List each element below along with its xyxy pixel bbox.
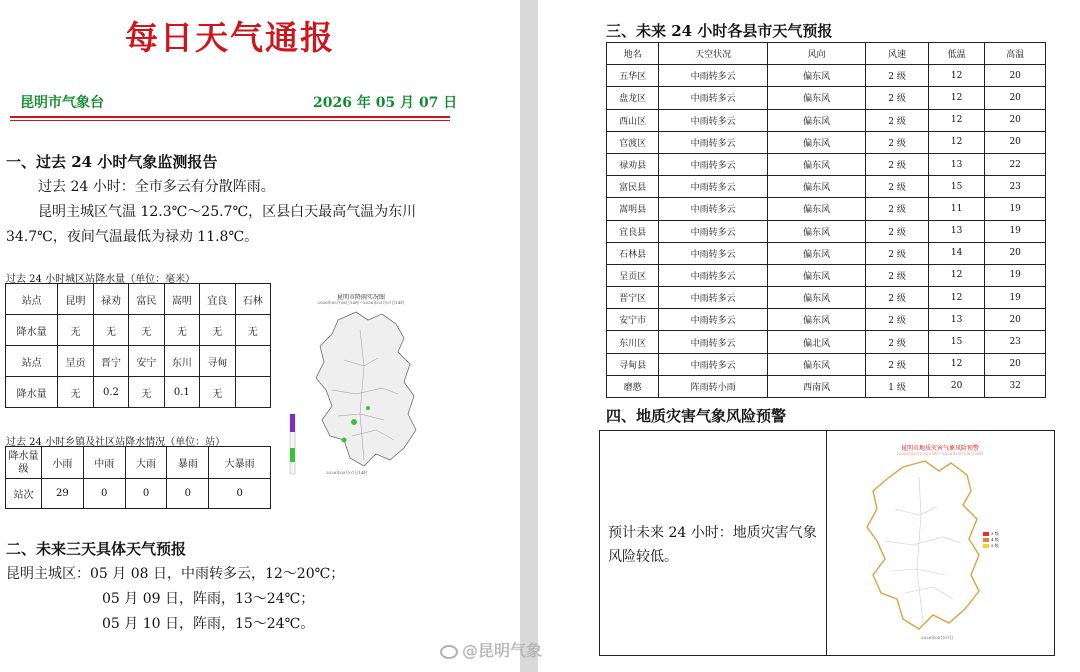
geo-hazard-panel <box>599 430 1055 656</box>
table-cell: 中雨转多云 <box>659 87 768 109</box>
table-cell: 2 级 <box>866 176 929 198</box>
table-row <box>607 109 1046 131</box>
table-row <box>607 176 1046 198</box>
table-cell: 11 <box>928 198 984 220</box>
table-cell: 12 <box>928 287 984 309</box>
table-cell: 西南风 <box>767 375 865 397</box>
table-cell: 2 级 <box>866 65 929 87</box>
table-cell: 19 <box>985 287 1046 309</box>
table-cell: 0.1 <box>164 377 199 408</box>
row-label-cell: 降水量 <box>6 315 58 346</box>
table-row <box>607 375 1046 397</box>
table-cell: 23 <box>985 176 1046 198</box>
table-cell: 19 <box>985 198 1046 220</box>
table-cell: 石林 <box>235 284 271 315</box>
section1-heading: 一、过去 24 小时气象监测报告 <box>6 153 218 171</box>
table-cell: 偏东风 <box>767 220 865 242</box>
table-cell: 20 <box>928 375 984 397</box>
table-cell: 中雨转多云 <box>659 65 768 87</box>
table-cell: 偏北风 <box>767 331 865 353</box>
table-cell: 无 <box>200 315 235 346</box>
place-name-cell: 富民县 <box>607 176 659 198</box>
table-cell: 20 <box>985 309 1046 331</box>
place-name-cell: 禄劝县 <box>607 153 659 175</box>
rainfall-map-footer: 2026年05月07日14时 <box>326 470 368 475</box>
village-table-caption: 过去 24 小时乡镇及社区站降水情况（单位：站） <box>6 437 226 448</box>
table-cell: 偏东风 <box>767 109 865 131</box>
place-name-cell: 盘龙区 <box>607 87 659 109</box>
table-cell: 嵩明 <box>164 284 199 315</box>
table-cell: 无 <box>129 377 164 408</box>
table-row <box>607 153 1046 175</box>
table-cell: 15 <box>928 331 984 353</box>
table-cell: 偏东风 <box>767 287 865 309</box>
table-cell: 中雨转多云 <box>659 176 768 198</box>
table-row <box>607 131 1046 153</box>
table-cell: 呈贡 <box>58 346 93 377</box>
table-cell: 中雨转多云 <box>659 109 768 131</box>
table-cell: 19 <box>985 264 1046 286</box>
table-cell: 14 <box>928 242 984 264</box>
table-cell <box>235 377 271 408</box>
column-header: 大暴雨 <box>209 447 271 479</box>
section2-heading: 二、未来三天具体天气预报 <box>6 540 187 558</box>
report-date: 2026 年 05 月 07 日 <box>313 95 458 111</box>
table-cell: 宜良 <box>200 284 235 315</box>
table-cell: 中雨转多云 <box>659 353 768 375</box>
table-cell: 偏东风 <box>767 264 865 286</box>
county-forecast-table <box>606 42 1046 398</box>
column-header: 高温 <box>985 43 1046 65</box>
rainfall-map-subtitle: 2026年05月06日14时～2026年05月07日14时 <box>317 300 405 305</box>
table-cell: 2 级 <box>866 87 929 109</box>
section3-heading: 三、未来 24 小时各县市天气预报 <box>606 22 833 40</box>
table-cell: 29 <box>42 479 84 509</box>
forecast-day2: 05 月 09 日，阵雨，13～24℃； <box>102 591 315 607</box>
urban-rainfall-table <box>5 283 271 408</box>
place-name-cell: 石林县 <box>607 242 659 264</box>
header-divider-thin <box>10 120 450 121</box>
table-cell: 12 <box>928 109 984 131</box>
geo-map-legend <box>983 531 999 549</box>
source-watermark: @昆明气象 <box>440 638 542 661</box>
geo-map-title: 昆明市地质灾害气象风险预警 <box>900 445 979 452</box>
table-cell: 东川 <box>164 346 199 377</box>
legend-item-level4: 4 级 <box>983 537 999 543</box>
rainfall-map <box>286 290 448 488</box>
report-page-left <box>0 0 520 672</box>
row-label-cell: 降水量 <box>6 377 58 408</box>
report-title: 每日天气通报 <box>125 18 335 57</box>
table-cell: 阵雨转小雨 <box>659 375 768 397</box>
table-cell: 0 <box>125 479 167 509</box>
table-cell: 无 <box>58 377 93 408</box>
table-row <box>607 198 1046 220</box>
table-cell: 2 级 <box>866 198 929 220</box>
table-cell: 12 <box>928 65 984 87</box>
table-cell: 20 <box>985 87 1046 109</box>
table-cell: 12 <box>928 264 984 286</box>
table-cell: 20 <box>985 109 1046 131</box>
rainfall-map-graphic <box>286 290 448 488</box>
rain-table-caption: 过去 24 小时城区站降水量（单位：毫米） <box>6 274 196 285</box>
table-cell: 无 <box>58 315 93 346</box>
table-cell: 32 <box>985 375 1046 397</box>
geo-panel-divider <box>826 431 827 655</box>
table-cell: 2 级 <box>866 220 929 242</box>
table-cell: 安宁 <box>129 346 164 377</box>
table-cell: 中雨转多云 <box>659 131 768 153</box>
table-cell: 中雨转多云 <box>659 198 768 220</box>
table-row <box>6 346 271 377</box>
table-cell: 12 <box>928 353 984 375</box>
forecast-day3: 05 月 10 日，阵雨，15～24℃。 <box>102 616 315 632</box>
column-header: 降水量级 <box>6 447 42 479</box>
table-row <box>607 309 1046 331</box>
table-cell: 12 <box>928 87 984 109</box>
table-row <box>607 264 1046 286</box>
table-row <box>607 65 1046 87</box>
table-cell: 13 <box>928 153 984 175</box>
table-cell: 2 级 <box>866 264 929 286</box>
place-name-cell: 五华区 <box>607 65 659 87</box>
table-cell: 禄劝 <box>93 284 128 315</box>
place-name-cell: 官渡区 <box>607 131 659 153</box>
table-cell: 2 级 <box>866 331 929 353</box>
column-header: 中雨 <box>83 447 125 479</box>
table-cell: 偏东风 <box>767 353 865 375</box>
table-cell: 偏东风 <box>767 153 865 175</box>
table-cell: 2 级 <box>866 353 929 375</box>
place-name-cell: 西山区 <box>607 109 659 131</box>
table-cell: 偏东风 <box>767 309 865 331</box>
table-cell: 晋宁 <box>93 346 128 377</box>
table-cell: 偏东风 <box>767 176 865 198</box>
table-cell: 偏东风 <box>767 198 865 220</box>
column-header: 大雨 <box>125 447 167 479</box>
rainfall-map-title: 昆明市降雨实况图 <box>336 294 385 301</box>
section1-temperature: 昆明主城区气温 12.3℃～25.7℃，区县白天最高气温为东川 <box>38 204 417 220</box>
table-cell: 无 <box>235 315 271 346</box>
table-cell: 0 <box>83 479 125 509</box>
table-cell: 无 <box>164 315 199 346</box>
column-header: 风向 <box>767 43 865 65</box>
table-cell: 0 <box>209 479 271 509</box>
report-page-right <box>538 0 1080 672</box>
place-name-cell: 东川区 <box>607 331 659 353</box>
table-cell: 2 级 <box>866 131 929 153</box>
table-row <box>6 284 271 315</box>
header-divider <box>10 116 450 118</box>
table-cell: 20 <box>985 65 1046 87</box>
table-cell: 偏东风 <box>767 131 865 153</box>
table-cell: 中雨转多云 <box>659 309 768 331</box>
table-row <box>607 242 1046 264</box>
column-header: 暴雨 <box>167 447 209 479</box>
place-name-cell: 呈贡区 <box>607 264 659 286</box>
table-row <box>6 479 271 509</box>
table-row <box>607 87 1046 109</box>
weibo-icon <box>440 645 458 659</box>
table-cell: 偏东风 <box>767 65 865 87</box>
table-cell: 中雨转多云 <box>659 242 768 264</box>
geo-hazard-map <box>833 435 1047 651</box>
table-cell: 20 <box>985 242 1046 264</box>
table-header-row <box>607 43 1046 65</box>
table-cell: 13 <box>928 220 984 242</box>
table-row <box>6 377 271 408</box>
table-cell: 2 级 <box>866 109 929 131</box>
row-label-cell: 站点 <box>6 346 58 377</box>
table-cell: 2 级 <box>866 153 929 175</box>
table-cell: 1 级 <box>866 375 929 397</box>
forecast-day1: 昆明主城区：05 月 08 日，中雨转多云，12～20℃； <box>6 566 345 582</box>
table-row <box>607 287 1046 309</box>
table-cell: 无 <box>93 315 128 346</box>
geo-map-graphic <box>833 435 1047 651</box>
table-cell: 富民 <box>129 284 164 315</box>
table-cell: 站次 <box>6 479 42 509</box>
legend-item-level3: 3 级 <box>983 531 999 537</box>
table-cell: 2 级 <box>866 287 929 309</box>
village-rainfall-table <box>5 446 271 509</box>
column-header: 天空状况 <box>659 43 768 65</box>
column-header: 小雨 <box>42 447 84 479</box>
table-cell: 偏东风 <box>767 242 865 264</box>
table-header-row <box>6 447 271 479</box>
legend-item-level5: 5 级 <box>983 543 999 549</box>
place-name-cell: 宜良县 <box>607 220 659 242</box>
table-cell: 19 <box>985 220 1046 242</box>
table-cell: 20 <box>985 131 1046 153</box>
table-cell: 中雨转多云 <box>659 220 768 242</box>
table-row <box>607 353 1046 375</box>
place-name-cell: 嵩明县 <box>607 198 659 220</box>
table-cell <box>235 346 271 377</box>
table-cell: 0.2 <box>93 377 128 408</box>
geo-map-footer: 2026年05月07日 <box>921 635 954 640</box>
table-row <box>607 331 1046 353</box>
table-cell: 昆明 <box>58 284 93 315</box>
geo-hazard-text: 预计未来 24 小时：地质灾害气象风险较低。 <box>608 525 817 565</box>
table-cell: 12 <box>928 131 984 153</box>
section1-summary: 过去 24 小时：全市多云有分散阵雨。 <box>38 179 275 195</box>
table-cell: 中雨转多云 <box>659 264 768 286</box>
place-name-cell: 晋宁区 <box>607 287 659 309</box>
table-cell: 15 <box>928 176 984 198</box>
issuing-organization: 昆明市气象台 <box>20 95 104 111</box>
column-header: 地名 <box>607 43 659 65</box>
column-header: 低温 <box>928 43 984 65</box>
table-cell: 2 级 <box>866 242 929 264</box>
geo-map-subtitle: 2026年05月07日20时～2026年05月08日20时 <box>896 451 984 456</box>
table-cell: 0 <box>167 479 209 509</box>
table-cell: 中雨转多云 <box>659 153 768 175</box>
table-cell: 无 <box>129 315 164 346</box>
section1-temperature-cont: 34.7℃，夜间气温最低为禄劝 11.8℃。 <box>6 229 259 245</box>
table-cell: 中雨转多云 <box>659 331 768 353</box>
place-name-cell: 安宁市 <box>607 309 659 331</box>
table-cell: 无 <box>200 377 235 408</box>
table-row <box>6 315 271 346</box>
table-cell: 13 <box>928 309 984 331</box>
row-label-cell: 站点 <box>6 284 58 315</box>
table-cell: 23 <box>985 331 1046 353</box>
table-cell: 偏东风 <box>767 87 865 109</box>
table-row <box>607 220 1046 242</box>
table-cell: 中雨转多云 <box>659 287 768 309</box>
section4-heading: 四、地质灾害气象风险预警 <box>606 407 787 425</box>
place-name-cell: 寻甸县 <box>607 353 659 375</box>
table-cell: 20 <box>985 353 1046 375</box>
place-name-cell: 磨憨 <box>607 375 659 397</box>
table-cell: 22 <box>985 153 1046 175</box>
table-cell: 寻甸 <box>200 346 235 377</box>
column-header: 风速 <box>866 43 929 65</box>
table-cell: 2 级 <box>866 309 929 331</box>
